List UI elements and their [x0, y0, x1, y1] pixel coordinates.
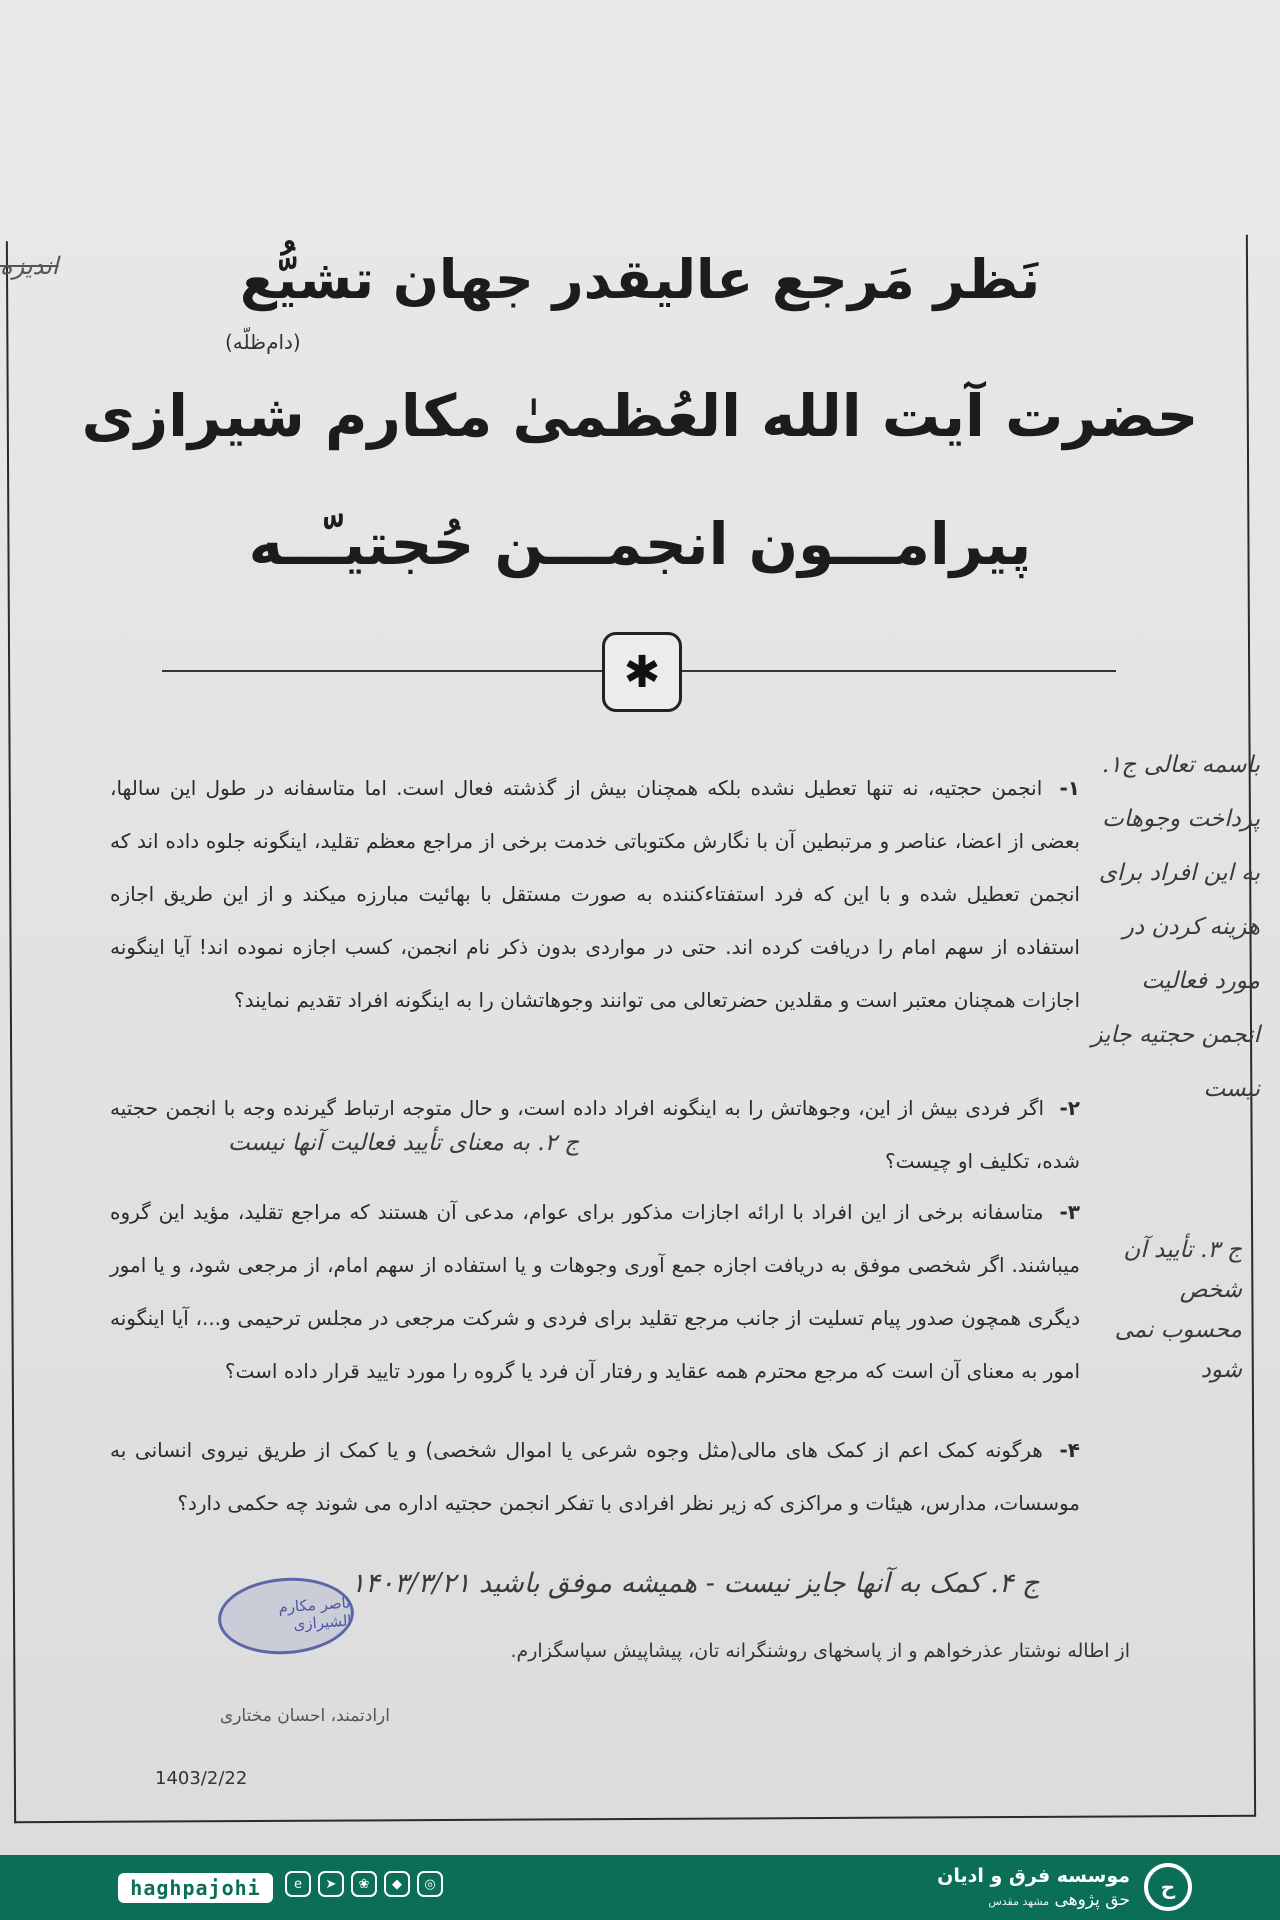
- footer-bar: [0, 1855, 1280, 1920]
- organization-logo-icon: ح: [1144, 1863, 1192, 1911]
- official-seal-stamp: ناصر مکارم الشیرازی: [216, 1573, 357, 1658]
- title-line-1: نَظر مَرجع عالیقدر جهان تشیُّع: [239, 248, 1041, 311]
- handwritten-answer-1: باسمه تعالی ج۱. پرداخت وجوهات به این افراد برای هزینه کردن در مورد فعالیت انجمن حجتیه جایز نیست: [1091, 752, 1260, 1102]
- org-sub: [910, 1889, 1130, 1913]
- instagram-icon[interactable]: ◎: [417, 1871, 443, 1897]
- organization-name-block: [910, 1863, 1130, 1913]
- signature-line: ارادتمند، احسان مختاری: [219, 1706, 390, 1726]
- honorific: (دام‌ظلّه): [225, 330, 301, 354]
- question-number: ۳-: [1059, 1200, 1080, 1224]
- printed-date: 1403/2/22: [155, 1768, 248, 1789]
- telegram-icon[interactable]: ➤: [318, 1871, 344, 1897]
- social-icons: [285, 1871, 443, 1897]
- aparat-icon[interactable]: ❀: [351, 1871, 377, 1897]
- handwritten-answer-2: ج ۲. به معنای تأیید فعالیت آنها نیست: [228, 1130, 580, 1156]
- rubika-icon[interactable]: ◆: [384, 1871, 410, 1897]
- margin-scribble: اندیزه: [0, 252, 59, 280]
- eitaa-icon[interactable]: e: [285, 1871, 311, 1897]
- org-city: مشهد مقدس: [988, 1895, 1050, 1908]
- divider-line-right: [680, 670, 1116, 672]
- question-4: [110, 1424, 1080, 1530]
- question-text: انجمن حجتیه، نه تنها تعطیل نشده بلکه همچنان بیش از گذشته فعال است. اما متاسفانه در طول این سالها، بعضی از اعضا، عناصر و مرتبطین آن با نگارش مکتوباتی خدمت برخی از مراجع معظم تقلید، اینگونه جلوه داده اند که انجمن تعطیل شده و با این که فرد استفتاءکننده به صورت مستقل با بهائیت مبارزه میکند و از این طریق اجازه استفاده از سهم امام را دریافت کرده اند. حتی در مواردی بدون ذکر نام انجمن، کسب اجازه نموده اند! آیا اینگونه اجازات همچنان معتبر است و مقلدین حضرتعالی می توانند وجوهاتشان را به اینگونه افراد تقدیم نمایند؟: [110, 776, 1080, 1012]
- question-3: [110, 1186, 1080, 1398]
- question-number: ۲-: [1059, 1096, 1080, 1120]
- asterisk-icon: ✱: [602, 632, 682, 712]
- social-handle[interactable]: haghpajohi: [118, 1873, 273, 1903]
- handwritten-answer-4: ج ۴. کمک به آنها جایز نیست - همیشه موفق باشید ۱۴۰۳/۳/۲۱: [350, 1568, 1040, 1599]
- org-name: موسسه فرق و ادیان: [937, 1865, 1130, 1887]
- question-number: ۱-: [1059, 776, 1080, 800]
- question-text: اگر فردی بیش از این، وجوهاتش را به اینگونه افراد داده است، و حال متوجه ارتباط گیرنده وجه با انجمن حجتیه شده، تکلیف او چیست؟: [110, 1096, 1080, 1173]
- handwritten-answer-3: ج ۳. تأیید آن شخص محسوب نمی شود: [1114, 1237, 1242, 1383]
- question-number: ۴-: [1059, 1438, 1081, 1462]
- question-1: [110, 762, 1080, 1027]
- divider-line-left: [162, 670, 602, 672]
- question-text: متاسفانه برخی از این افراد با ارائه اجازات مذکور برای عوام، مدعی آن هستند که مراجع تقلید، مؤید این گروه میباشند. اگر شخصی موفق به دریافت اجازه جمع آوری وجوهات و یا استفاده از سهم امام، از مرجعی شود، و یا امور دیگری همچون صدور پیام تسلیت از جانب مرجع تقلید برای فردی و شرکت مرجعی در مجلس ترحیمی و...، آیا اینگونه امور به معنای آن است که مرجع محترم همه عقاید و رفتار آن فرد یا گروه را مورد تایید قرار داده است؟: [110, 1200, 1080, 1383]
- org-sub-name: حق پژوهی: [1054, 1890, 1130, 1910]
- question-text: هرگونه کمک اعم از کمک های مالی(مثل وجوه شرعی یا اموال شخصی) و یا کمک از طریق نیروی انسانی به موسسات، مدارس، هیئات و مراکزی که زیر نظر افرادی با تفکر انجمن حجتیه اداره می شوند چه حکمی دارد؟: [110, 1438, 1080, 1515]
- title-line-3: پیرامـــون انجمـــن حُجتیـّــه: [248, 510, 1032, 578]
- closing-line: از اطاله نوشتار عذرخواهم و از پاسخهای روشنگرانه تان، پیشاپیش سپاسگزارم.: [510, 1640, 1130, 1662]
- title-line-2: حضرت آیت الله العُظمیٰ مکارم شیرازی: [81, 382, 1199, 450]
